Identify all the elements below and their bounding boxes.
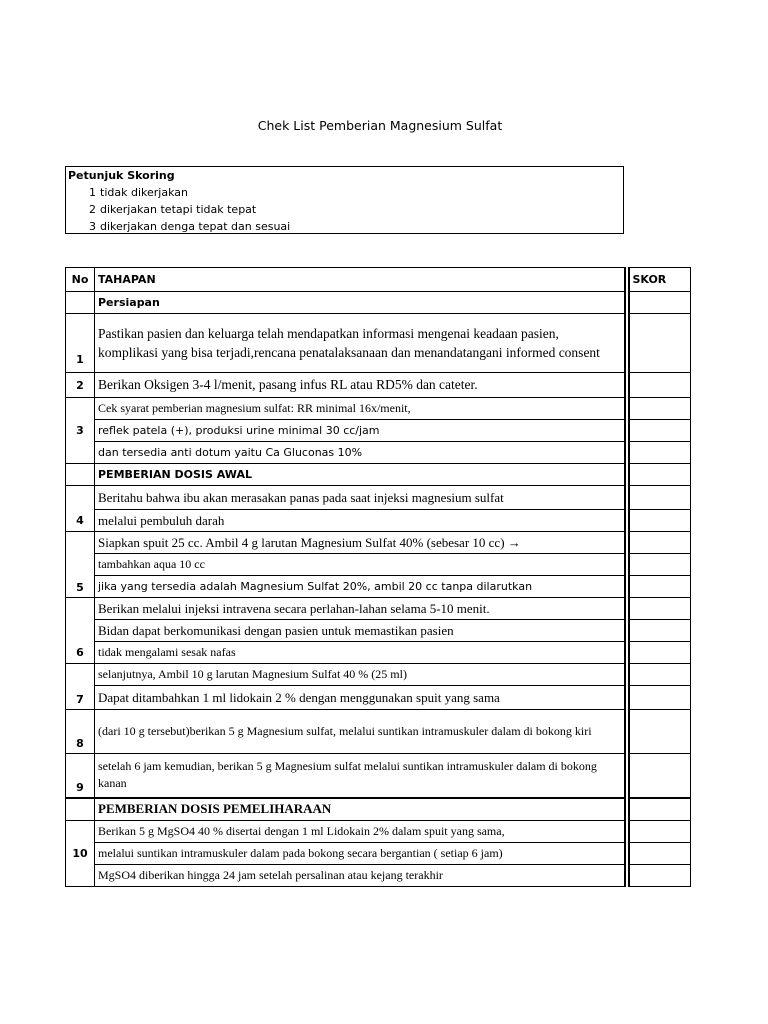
step-text: Berikan 5 g MgSO4 40 % disertai dengan 1 ml Lidokain 2% dalam spuit yang sama, xyxy=(95,821,625,843)
table-row xyxy=(66,532,691,554)
table-row xyxy=(66,642,691,664)
table-row xyxy=(66,710,691,754)
table-row xyxy=(66,510,691,532)
table-row xyxy=(66,664,691,686)
score-cell[interactable] xyxy=(629,314,691,373)
step-number: 7 xyxy=(66,664,95,710)
step-text: MgSO4 diberikan hingga 24 jam setelah persalinan atau kejang terakhir xyxy=(95,865,625,887)
score-cell[interactable] xyxy=(629,554,691,576)
score-cell[interactable] xyxy=(629,710,691,754)
score-cell[interactable] xyxy=(629,664,691,686)
score-cell[interactable] xyxy=(629,754,691,798)
scoring-item-number: 1 xyxy=(89,186,96,199)
score-cell[interactable] xyxy=(629,843,691,865)
table-row xyxy=(66,373,691,398)
header-skor: SKOR xyxy=(629,268,691,292)
score-cell[interactable] xyxy=(629,373,691,398)
score-cell[interactable] xyxy=(629,642,691,664)
step-text: Berikan Oksigen 3-4 l/menit, pasang infus RL atau RD5% dan cateter. xyxy=(95,373,625,398)
empty-cell xyxy=(66,292,95,314)
checklist-table xyxy=(65,267,691,887)
table-row xyxy=(66,314,691,373)
step-text: Cek syarat pemberian magnesium sulfat: RR minimal 16x/menit, xyxy=(95,398,625,420)
section-row xyxy=(66,798,691,821)
header-tahapan: TAHAPAN xyxy=(95,268,625,292)
section-dosis-awal: PEMBERIAN DOSIS AWAL xyxy=(95,464,625,486)
step-text: Berikan melalui injeksi intravena secara perlahan-lahan selama 5-10 menit. xyxy=(95,598,625,620)
scoring-item-number: 3 xyxy=(89,220,96,233)
section-persiapan: Persiapan xyxy=(95,292,625,314)
score-cell[interactable] xyxy=(629,686,691,710)
score-cell[interactable] xyxy=(629,576,691,598)
step-text: Siapkan spuit 25 cc. Ambil 4 g larutan Magnesium Sulfat 40% (sebesar 10 cc) → xyxy=(95,532,625,554)
step-text: jika yang tersedia adalah Magnesium Sulfat 20%, ambil 20 cc tanpa dilarutkan xyxy=(95,576,625,598)
score-cell[interactable] xyxy=(629,798,691,821)
step-number: 4 xyxy=(66,486,95,532)
table-row xyxy=(66,442,691,464)
score-cell[interactable] xyxy=(629,821,691,843)
document-title: Chek List Pemberian Magnesium Sulfat xyxy=(257,118,503,133)
step-number: 1 xyxy=(66,314,95,373)
score-cell[interactable] xyxy=(629,464,691,486)
table-row xyxy=(66,754,691,798)
step-text: (dari 10 g tersebut)berikan 5 g Magnesium sulfat, melalui suntikan intramuskuler dalam di bokong kiri xyxy=(95,710,625,754)
step-number: 3 xyxy=(66,398,95,464)
scoring-item-text: tidak dikerjakan xyxy=(100,186,188,199)
table-row xyxy=(66,420,691,442)
table-row xyxy=(66,686,691,710)
step-text: Dapat ditambahkan 1 ml lidokain 2 % dengan menggunakan spuit yang sama xyxy=(95,686,625,710)
step-number: 6 xyxy=(66,598,95,664)
section-dosis-pemeliharaan: PEMBERIAN DOSIS PEMELIHARAAN xyxy=(95,798,625,821)
table-row xyxy=(66,576,691,598)
table-row xyxy=(66,843,691,865)
step-text: selanjutnya, Ambil 10 g larutan Magnesium Sulfat 40 % (25 ml) xyxy=(95,664,625,686)
scoring-item-number: 2 xyxy=(89,203,96,216)
step-number: 9 xyxy=(66,754,95,798)
scoring-instructions-box xyxy=(65,166,624,234)
scoring-item xyxy=(68,218,623,235)
scoring-item xyxy=(68,201,623,218)
scoring-item xyxy=(68,184,623,201)
section-row xyxy=(66,464,691,486)
table-row xyxy=(66,398,691,420)
header-no: No xyxy=(66,268,95,292)
score-cell[interactable] xyxy=(629,865,691,887)
table-row xyxy=(66,821,691,843)
score-cell[interactable] xyxy=(629,420,691,442)
step-text: reflek patela (+), produksi urine minimal 30 cc/jam xyxy=(95,420,625,442)
step-text: Bidan dapat berkomunikasi dengan pasien untuk memastikan pasien xyxy=(95,620,625,642)
section-row xyxy=(66,292,691,314)
table-row xyxy=(66,486,691,510)
table-row xyxy=(66,620,691,642)
score-cell[interactable] xyxy=(629,442,691,464)
step-text: melalui pembuluh darah xyxy=(95,510,625,532)
table-row xyxy=(66,554,691,576)
step-text: tambahkan aqua 10 cc xyxy=(95,554,625,576)
step-number: 5 xyxy=(66,532,95,598)
score-cell[interactable] xyxy=(629,398,691,420)
score-cell[interactable] xyxy=(629,510,691,532)
step-text: setelah 6 jam kemudian, berikan 5 g Magnesium sulfat melalui suntikan intramuskuler dalam di bokong kanan xyxy=(95,754,625,798)
scoring-item-text: dikerjakan denga tepat dan sesuai xyxy=(100,220,291,233)
empty-cell xyxy=(66,798,95,821)
scoring-title: Petunjuk Skoring xyxy=(68,169,175,182)
table-row xyxy=(66,865,691,887)
score-cell[interactable] xyxy=(629,620,691,642)
step-text: Beritahu bahwa ibu akan merasakan panas pada saat injeksi magnesium sulfat xyxy=(95,486,625,510)
scoring-item-text: dikerjakan tetapi tidak tepat xyxy=(100,203,257,216)
step-number: 2 xyxy=(66,373,95,398)
step-text: Pastikan pasien dan keluarga telah mendapatkan informasi mengenai keadaan pasien, komplikasi yang bisa terjadi,rencana penatalaksanaan dan menandatangani informed consent xyxy=(95,314,625,373)
step-number: 8 xyxy=(66,710,95,754)
score-cell[interactable] xyxy=(629,292,691,314)
step-text: melalui suntikan intramuskuler dalam pada bokong secara bergantian ( setiap 6 jam) xyxy=(95,843,625,865)
step-text: tidak mengalami sesak nafas xyxy=(95,642,625,664)
empty-cell xyxy=(66,464,95,486)
score-cell[interactable] xyxy=(629,532,691,554)
header-row xyxy=(66,268,691,292)
score-cell[interactable] xyxy=(629,486,691,510)
score-cell[interactable] xyxy=(629,598,691,620)
table-row xyxy=(66,598,691,620)
step-number: 10 xyxy=(66,821,95,887)
step-text: dan tersedia anti dotum yaitu Ca Gluconas 10% xyxy=(95,442,625,464)
